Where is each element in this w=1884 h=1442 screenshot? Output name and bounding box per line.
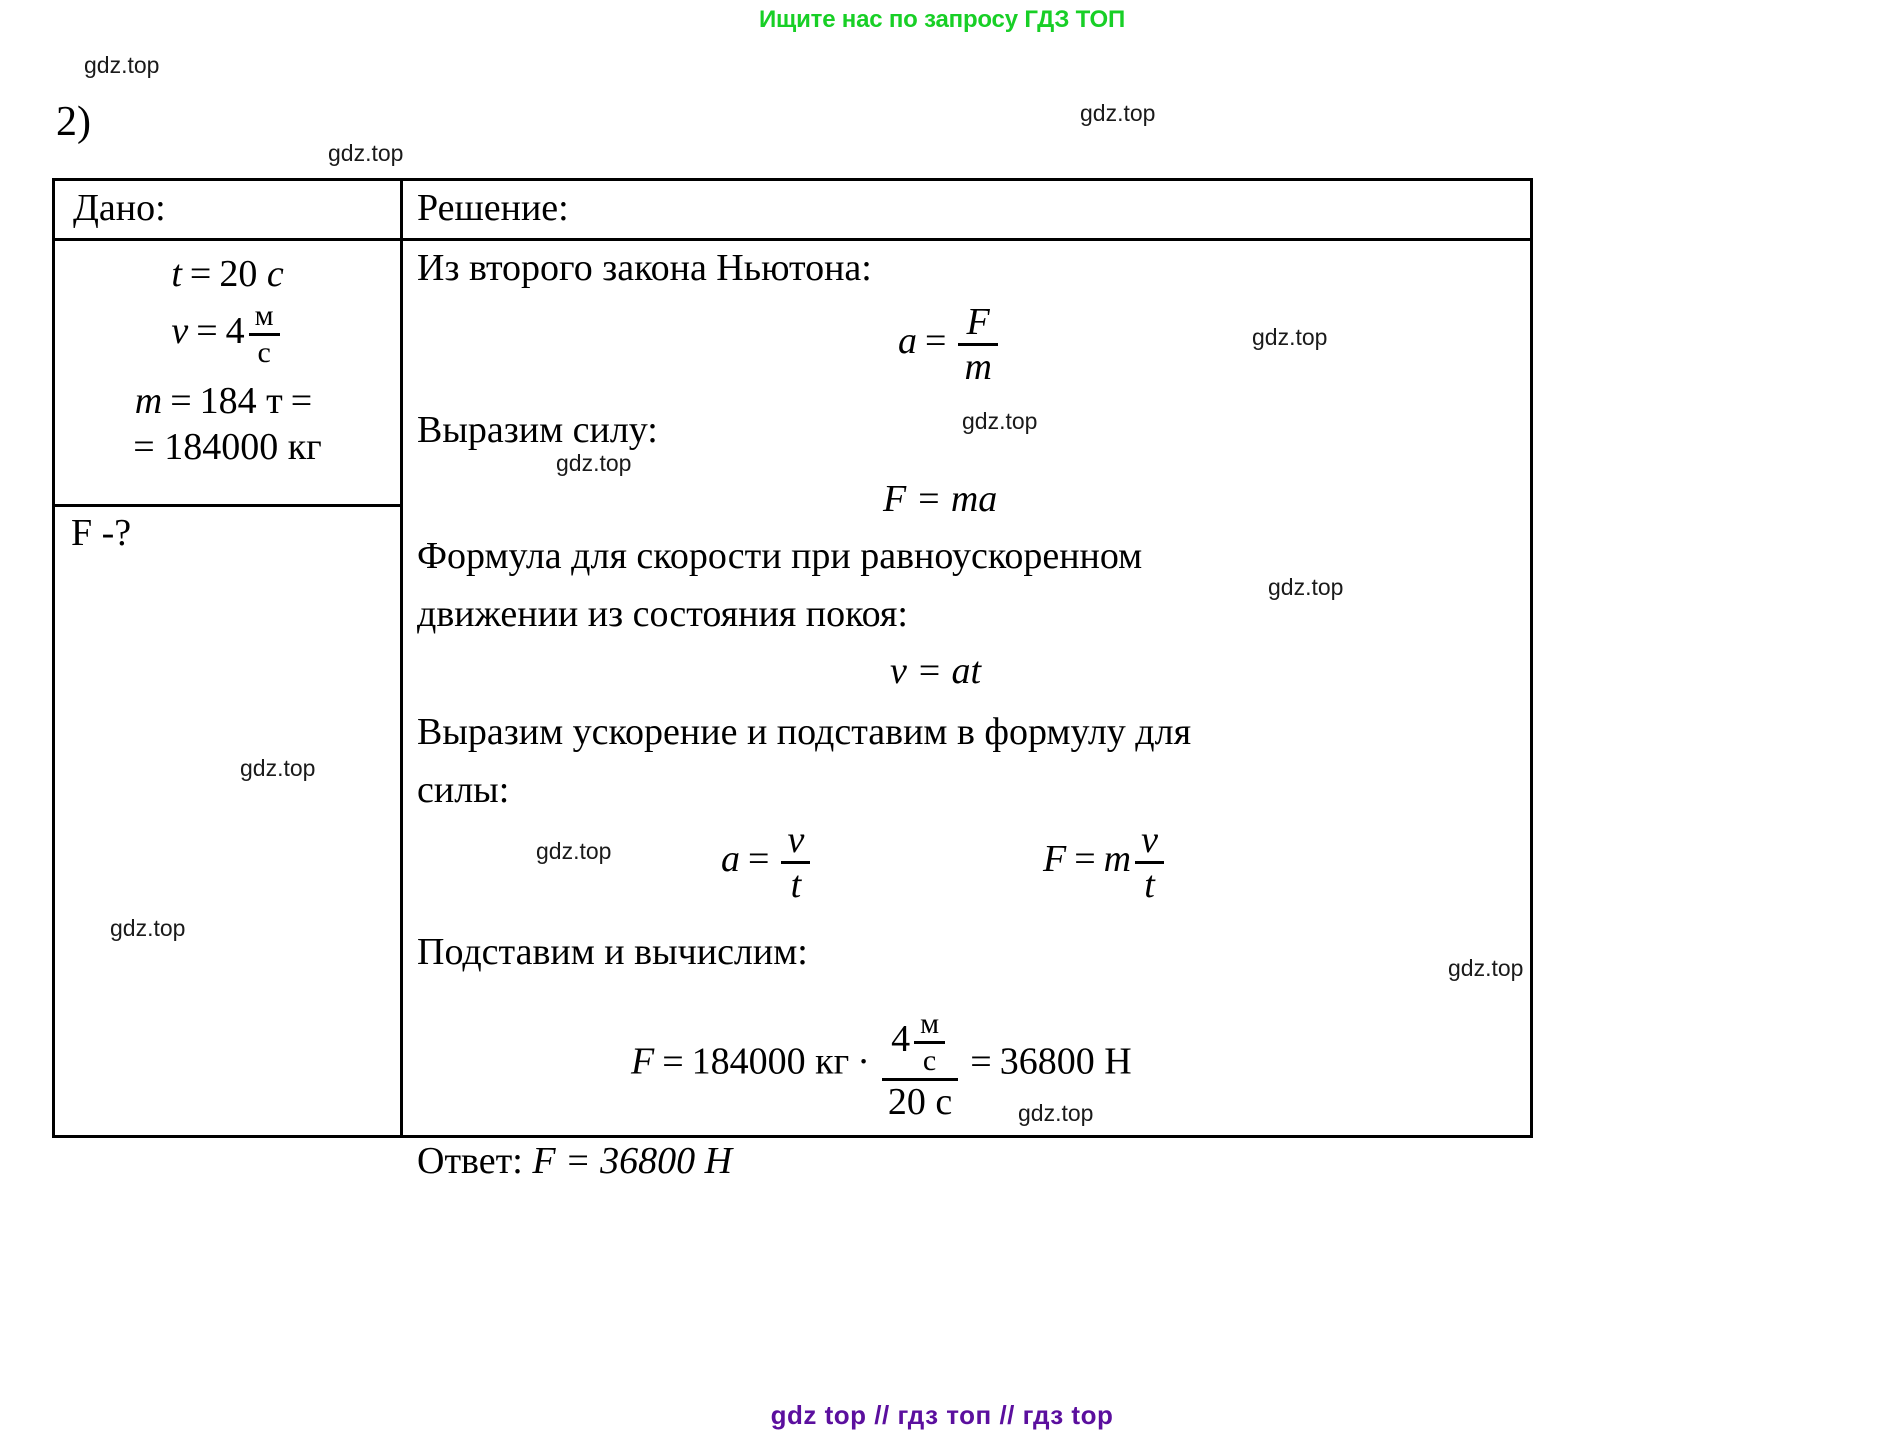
watermark-0: gdz.top — [84, 52, 160, 78]
answer-label: Ответ: — [417, 1140, 523, 1182]
symbol-a: a — [898, 320, 917, 363]
formula-velocity-equals-at: v = at — [890, 650, 982, 692]
symbol-t: t — [171, 253, 182, 295]
unit-fraction-m-per-s — [249, 298, 280, 369]
equals-sign: = — [170, 379, 192, 422]
equals-sign-leading: = — [133, 425, 155, 468]
solution-column — [403, 181, 1530, 1182]
multiplication-dot: · — [857, 1040, 870, 1083]
value-t: 20 — [219, 253, 258, 295]
answer-value: F = 36800 Н — [532, 1140, 733, 1182]
given-row-velocity — [55, 298, 400, 369]
value-result: 36800 — [999, 1040, 1095, 1083]
given-values — [55, 241, 400, 507]
denominator-m: m — [958, 343, 997, 386]
watermark-4: gdz.top — [962, 408, 1038, 434]
value-m-kilograms: 184000 — [164, 425, 279, 468]
watermark-7: gdz.top — [240, 755, 316, 781]
numerator-velocity — [882, 1009, 958, 1078]
solution-line-substitute-compute: Подставим и вычислим: — [417, 931, 808, 973]
formula-force-equals-ma: F = ma — [883, 478, 998, 520]
symbol-m: m — [1103, 838, 1132, 881]
solution-line-velocity-formula-b: движении из состояния покоя: — [417, 593, 908, 635]
watermark-2: gdz.top — [328, 140, 404, 166]
fraction-v-over-t — [1135, 821, 1164, 904]
value-v: 4 — [225, 310, 245, 353]
watermark-3: gdz.top — [1252, 324, 1328, 350]
answer-line — [417, 1139, 732, 1183]
solution-line-express-force: Выразим силу: — [417, 409, 658, 451]
value-mass: 184000 — [691, 1040, 806, 1083]
equals-sign: = — [196, 310, 218, 353]
formula-force-m-v-over-t — [1043, 821, 1168, 904]
equals-sign-result: = — [970, 1040, 992, 1083]
task-number: 2) — [56, 99, 91, 145]
given-row-mass — [55, 379, 400, 422]
unit-seconds: с — [914, 1041, 945, 1076]
watermark-6: gdz.top — [1268, 574, 1344, 600]
solution-table — [52, 178, 1533, 1182]
watermark-11: gdz.top — [1018, 1100, 1094, 1126]
given-unknown-quantity: F -? — [71, 512, 132, 554]
value-m-tonnes: 184 — [199, 379, 257, 422]
solution-line-express-acceleration-b: силы: — [417, 769, 510, 811]
watermark-8: gdz.top — [536, 838, 612, 864]
numerator-F: F — [966, 301, 990, 343]
equals-sign: = — [748, 838, 770, 881]
formula-final-computation — [631, 1009, 1132, 1121]
symbol-m: m — [134, 379, 163, 422]
solution-body — [403, 241, 1530, 1182]
symbol-F: F — [1043, 838, 1067, 881]
watermark-10: gdz.top — [1448, 955, 1524, 981]
watermark-9: gdz.top — [110, 915, 186, 941]
unit-kilograms: кг — [815, 1040, 850, 1083]
unit-newtons: Н — [1104, 1040, 1132, 1083]
promo-header-banner: Ищите нас по запросу ГДЗ ТОП — [758, 6, 1125, 33]
fraction-v-over-t — [781, 821, 810, 904]
equals-sign: = — [662, 1040, 684, 1083]
unit-meters: м — [254, 298, 274, 332]
numerator-v: v — [1141, 819, 1158, 861]
equals-sign: = — [925, 320, 947, 363]
value-velocity: 4 — [891, 1018, 911, 1061]
unit-fraction-m-per-s — [914, 1009, 945, 1076]
equals-sign: = — [189, 253, 212, 295]
formula-acceleration-definition — [898, 303, 1002, 386]
unit-kilograms: кг — [287, 425, 322, 468]
symbol-v: v — [171, 310, 189, 353]
symbol-F: F — [631, 1040, 655, 1083]
watermark-5: gdz.top — [556, 450, 632, 476]
given-row-mass-kg — [55, 425, 400, 468]
denominator-t: t — [1135, 861, 1164, 904]
given-column — [55, 181, 403, 1135]
unit-meters: м — [920, 1007, 940, 1040]
denominator-time: 20 с — [882, 1078, 958, 1121]
denominator-t: t — [781, 861, 810, 904]
solution-line-velocity-formula-a: Формула для скорости при равноускоренном — [417, 535, 1143, 577]
fraction-velocity-over-time — [882, 1009, 958, 1121]
given-row-time — [55, 255, 400, 295]
promo-footer-banner: gdz top // гдз топ // гдз top — [770, 1400, 1114, 1430]
unit-tonnes: т — [266, 379, 283, 422]
solution-line-newton-law: Из второго закона Ньютона: — [417, 247, 872, 289]
fraction-F-over-m — [958, 303, 997, 386]
unit-seconds: c — [266, 253, 284, 295]
equals-sign: = — [1074, 838, 1096, 881]
numerator-v: v — [787, 819, 805, 861]
solution-line-express-acceleration-a: Выразим ускорение и подставим в формулу для — [417, 711, 1192, 753]
solution-header: Решение: — [403, 181, 1530, 241]
symbol-a: a — [721, 838, 740, 881]
given-header: Дано: — [55, 181, 400, 241]
formula-acceleration-v-over-t — [721, 821, 814, 904]
watermark-1: gdz.top — [1080, 100, 1156, 126]
unit-seconds: с — [249, 333, 280, 368]
equals-sign-trailing: = — [290, 379, 313, 422]
